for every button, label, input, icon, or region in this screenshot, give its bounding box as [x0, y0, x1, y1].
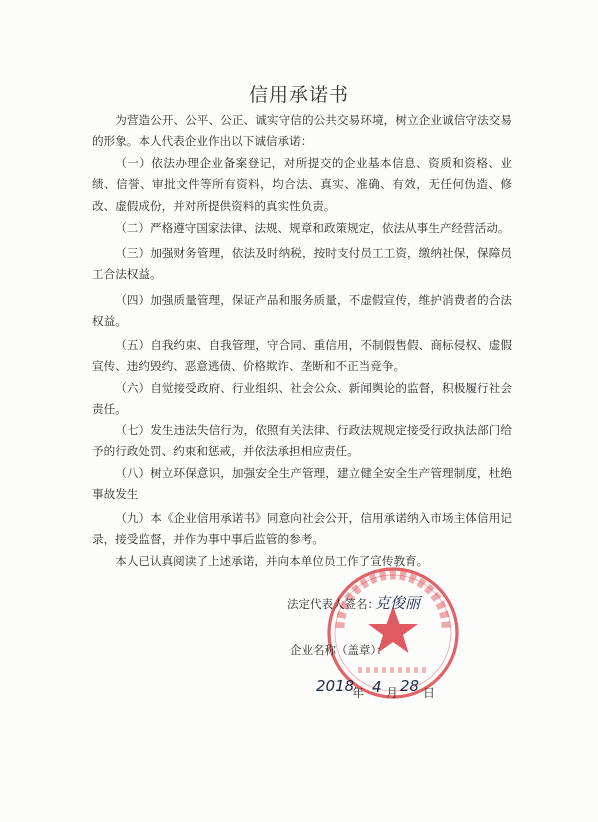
intro-paragraph: 为营造公开、公平、公正、诚实守信的公共交易环境，树立企业诚信守法交易的形象。本人代表企业作出以下诚信承诺：	[92, 113, 512, 149]
commitment-item-3: （三）加强财务管理，依法及时纳税，按时支付员工工资，缴纳社保，保障员工合法权益。	[92, 246, 512, 282]
legal-representative-label: 法定代表人签名：	[287, 597, 379, 611]
date-day-char: 日	[423, 686, 436, 700]
company-name-label: 企业名称（盖章）：	[290, 643, 388, 657]
closing-paragraph: 本人已认真阅读了上述承诺，并向本单位员工作了宣传教育。	[115, 554, 429, 568]
commitment-item-7: （七）发生违法失信行为，依照有关法律、行政法规规定接受行政执法部门给予的行政处罚、约束和惩戒，并依法承担相应责任。	[92, 423, 512, 459]
legal-representative-signature: 克俊丽	[375, 594, 421, 612]
commitment-item-6: （六）自觉接受政府、行业组织、社会公众、新闻舆论的监督，积极履行社会责任。	[92, 381, 512, 417]
commitment-item-8: （八）树立环保意识，加强安全生产管理，建立健全安全生产管理制度，杜绝事故发生	[92, 466, 512, 502]
date-year-char: 年	[352, 686, 365, 700]
date-day: 28	[400, 677, 420, 695]
date-month-char: 月	[386, 686, 399, 700]
document-title: 信用承诺书	[248, 84, 349, 106]
date-month: 4	[372, 678, 382, 696]
commitment-item-2: （二）严格遵守国家法律、法规、规章和政策规定，依法从事生产经营活动。	[115, 221, 510, 235]
date-year: 2018	[316, 677, 355, 695]
commitment-item-4: （四）加强质量管理，保证产品和服务质量，不虚假宣传，维护消费者的合法权益。	[92, 293, 512, 329]
commitment-item-1: （一）依法办理企业备案登记，对所提交的企业基本信息、资质和资格、业绩、信誉、审批文件等所有资料，均合法、真实、准确、有效，无任何伪造、修改、虚假成份，并对所提供资料的真实性负责。	[92, 156, 512, 213]
commitment-item-9: （九）本《企业信用承诺书》同意向社会公开，信用承诺纳入市场主体信用记录，接受监督，并作为事中事后监管的参考。	[92, 511, 512, 547]
commitment-item-5: （五）自我约束、自我管理，守合同、重信用，不制假售假、商标侵权、虚假宣传、违约毁约、恶意逃债、价格欺诈、垄断和不正当竞争。	[92, 338, 512, 374]
